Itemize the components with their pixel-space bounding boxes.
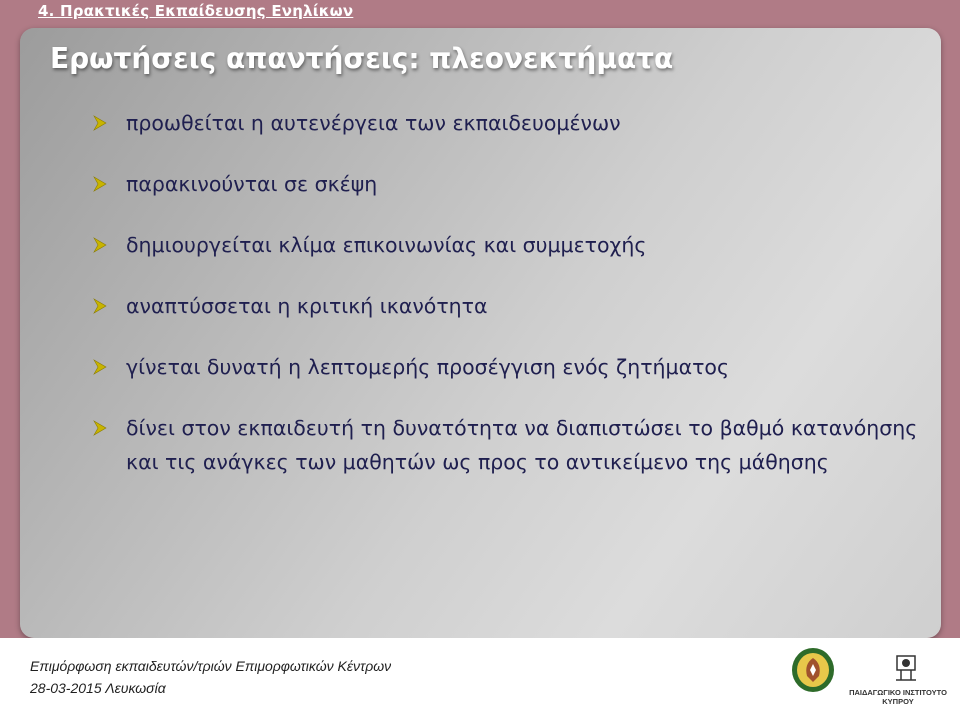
chevron-arrow-icon xyxy=(92,237,108,253)
chevron-arrow-icon xyxy=(92,115,108,131)
list-item xyxy=(92,289,922,323)
footer xyxy=(0,638,960,717)
list-item xyxy=(92,167,922,201)
slide-panel xyxy=(20,28,941,638)
list-item-text: αναπτύσσεται η κριτική ικανότητα xyxy=(126,294,488,318)
list-item-text: δίνει στον εκπαιδευτή τη δυνατότητα να διαπιστώσει το βαθμό κατανόησης και τις ανάγκες των μαθητών ως προς το αντικείμενο της μάθησης xyxy=(126,416,918,474)
footer-program: Επιμόρφωση εκπαιδευτών/τριών Επιμορφωτικών Κέντρων xyxy=(30,658,392,674)
list-item xyxy=(92,350,922,384)
footer-date-location: 28-03-2015 Λευκωσία xyxy=(30,680,166,696)
slide-title: Ερωτήσεις απαντήσεις: πλεονεκτήματα xyxy=(50,42,674,75)
list-item xyxy=(92,411,922,479)
list-item xyxy=(92,228,922,262)
list-item-text: προωθείται η αυτενέργεια των εκπαιδευομένων xyxy=(126,111,621,135)
pedagogical-institute-logo-icon xyxy=(888,652,924,684)
chevron-arrow-icon xyxy=(92,176,108,192)
chevron-arrow-icon xyxy=(92,298,108,314)
section-label: 4. Πρακτικές Εκπαίδευσης Ενηλίκων xyxy=(38,2,354,20)
list-item-text: δημιουργείται κλίμα επικοινωνίας και συμμετοχής xyxy=(126,233,647,257)
chevron-arrow-icon xyxy=(92,359,108,375)
list-item xyxy=(92,106,922,140)
list-item-text: παρακινούνται σε σκέψη xyxy=(126,172,378,196)
cyprus-emblem-icon xyxy=(790,646,836,694)
list-item-text: γίνεται δυνατή η λεπτομερής προσέγγιση ενός ζητήματος xyxy=(126,355,729,379)
bullet-list xyxy=(92,106,922,506)
institute-name: ΠΑΙΔΑΓΩΓΙΚΟ ΙΝΣΤΙΤΟΥΤΟ ΚΥΠΡΟΥ xyxy=(849,688,947,706)
chevron-arrow-icon xyxy=(92,420,108,436)
